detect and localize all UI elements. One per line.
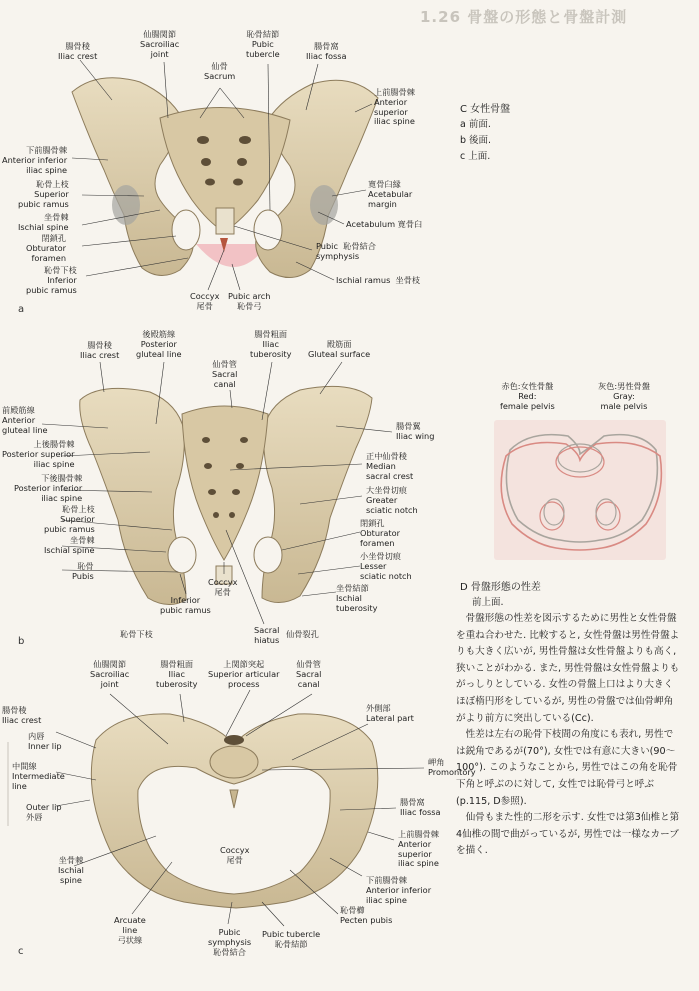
label-c-ischial-spine: 坐骨棘 Ischial spine — [58, 855, 84, 885]
label-c-iliac-fossa: 腸骨窩 Iliac fossa — [400, 797, 441, 817]
figure-letter-a: a — [18, 304, 25, 315]
label-a-inferior-pubic-ramus: 恥骨下枝 Inferior pubic ramus — [26, 265, 77, 295]
section-c-heading: C 女性骨盤 — [460, 104, 511, 115]
label-b-sacral-hiatus: Sacral hiatus — [254, 625, 280, 645]
label-a-superior-pubic-ramus: 恥骨上枝 Superior pubic ramus — [18, 179, 69, 209]
section-c-item-b: b 後面. — [460, 135, 492, 146]
running-header: 1.26 骨盤の形態と骨盤計測 — [420, 8, 628, 26]
label-a-acetabular-margin: 寛骨臼縁 Acetabular margin — [368, 179, 413, 209]
label-a-acetabulum: Acetabulum 寛骨臼 — [346, 219, 423, 229]
label-a-obturator-foramen: 閉鎖孔 Obturator foramen — [26, 233, 67, 263]
section-c-item-c: c 上面. — [460, 151, 491, 162]
label-a-ischial-ramus: Ischial ramus 坐骨枝 — [336, 275, 421, 285]
label-b-anterior-gluteal-line: 前殿筋線 Anterior gluteal line — [2, 405, 48, 435]
section-d-paragraph-2: 性差は左右の恥骨下枝間の角度にも表れ, 男性では鋭角であるが(70°), 女性では有意に大きい(90〜100°). このようなことから, 男性ではこの角を恥骨下角と呼ぶのに対して, 女性では恥骨弓と呼ぶ(p.115, D参照). — [456, 729, 678, 807]
label-c-intermediate-line: 中間線 Intermediate line — [12, 761, 65, 791]
label-c-sacroiliac-joint: 仙腸関節 Sacroiliac joint — [90, 659, 130, 689]
label-b-iliac-tuberosity: 腸骨粗面 Iliac tuberosity — [250, 329, 292, 359]
section-d-paragraph-1: 骨盤形態の性差を図示するために男性と女性骨盤を重ね合わせた. 比較すると, 女性骨盤は男性骨盤よりも大きく広いが, 男性骨盤は女性骨盤よりも高く, 狭いことがわかる. また, 男性骨盤は女性骨盤よりもがっしりとしている. 女性の骨盤上口はより大きくほぼ楕円形をしているが, 男性の骨盤では仙骨岬角がより前方に突出している(Cc). — [456, 613, 680, 724]
label-c-inner-lip: 内唇 Inner lip — [28, 731, 62, 751]
label-c-pubic-symphysis: Pubic symphysis 恥骨結合 — [208, 927, 252, 957]
legend-female: 赤色:女性骨盤 Red: female pelvis — [500, 381, 555, 411]
label-a-iliac-fossa: 腸骨窩 Iliac fossa — [306, 41, 347, 61]
label-a-sacrum: 仙骨 Sacrum — [204, 61, 236, 81]
section-d-paragraph-3: 仙骨もまた性的二形を示す. 女性では第3仙椎と第4仙椎の間で曲がっているが, 男性では一様なカーブを描く. — [456, 812, 680, 857]
label-b-median-sacral-crest: 正中仙骨稜 Median sacral crest — [366, 451, 414, 481]
label-a-iliac-crest: 腸骨稜 Iliac crest — [58, 41, 98, 61]
section-c-item-a: a 前面. — [460, 119, 491, 130]
label-a-asis: 上前腸骨棘 Anterior superior iliac spine — [374, 87, 415, 127]
label-b-pubis: 恥骨 Pubis — [72, 561, 94, 581]
label-c-pecten-pubis: 恥骨櫛 Pecten pubis — [340, 905, 393, 925]
label-a-ischial-spine: 坐骨棘 Ischial spine — [18, 212, 69, 232]
label-c-sacral-canal: 仙骨管 Sacral canal — [296, 659, 322, 689]
label-c-pubic-tubercle: Pubic tubercle 恥骨結節 — [262, 929, 321, 949]
label-b-psis: 上後腸骨棘 Posterior superior iliac spine — [2, 439, 75, 469]
label-b-lesser-sciatic-notch: 小坐骨切痕 Lesser sciatic notch — [360, 551, 412, 581]
label-c-lateral-part: 外側部 Lateral part — [366, 703, 414, 723]
label-a-coccyx: Coccyx 尾骨 — [190, 291, 220, 311]
label-a-pubic-arch: Pubic arch 恥骨弓 — [228, 291, 271, 311]
label-c-aiis: 下前腸骨棘 Anterior inferior iliac spine — [366, 875, 432, 905]
section-d-body — [456, 611, 682, 860]
label-c-coccyx: Coccyx 尾骨 — [220, 845, 250, 865]
label-c-arcuate-line: Arcuate line 弓状線 — [114, 915, 146, 945]
label-b-iliac-crest: 腸骨稜 Iliac crest — [80, 340, 120, 360]
figure-letter-b: b — [18, 636, 25, 647]
label-c-iliac-crest: 腸骨稜 Iliac crest — [2, 705, 42, 725]
label-c-asis: 上前腸骨棘 Anterior superior iliac spine — [398, 829, 439, 869]
label-b-posterior-gluteal-line: 後殿筋線 Posterior gluteal line — [136, 329, 182, 359]
label-b-sacral-hiatus-jp: 仙骨裂孔 — [286, 629, 319, 639]
label-b-superior-pubic-ramus: 恥骨上枝 Superior pubic ramus — [44, 504, 95, 534]
legend-male: 灰色:男性骨盤 Gray: male pelvis — [598, 381, 650, 411]
label-c-promontory: 岬角 Promontory — [428, 757, 476, 777]
label-a-sacroiliac-joint: 仙腸関節 Sacroiliac joint — [140, 29, 180, 59]
label-a-pubic-tubercle: 恥骨結節 Pubic tubercle — [246, 29, 280, 59]
label-c-superior-articular-process: 上関節突起 Superior articular process — [208, 659, 280, 689]
label-b-ischial-tuberosity: 坐骨結節 Ischial tuberosity — [336, 583, 378, 613]
label-c-iliac-tuberosity: 腸骨粗面 Iliac tuberosity — [156, 659, 198, 689]
label-b-ischial-spine: 坐骨棘 Ischial spine — [44, 535, 95, 555]
label-a-aiis: 下前腸骨棘 Anterior inferior iliac spine — [2, 145, 68, 175]
label-b-obturator-foramen: 閉鎖孔 Obturator foramen — [360, 518, 401, 548]
label-b-coccyx: Coccyx 尾骨 — [208, 577, 238, 597]
label-b-gluteal-surface: 殿筋面 Gluteal surface — [308, 339, 371, 359]
section-d-subhead: 前上面. — [472, 597, 504, 608]
label-a-pubic-symphysis: Pubic 恥骨結合 symphysis — [316, 241, 376, 261]
label-b-piis: 下後腸骨棘 Posterior inferior iliac spine — [14, 473, 83, 503]
label-c-outer-lip: Outer lip 外唇 — [26, 802, 62, 822]
figure-letter-c: c — [18, 946, 24, 957]
label-b-sacral-canal: 仙骨管 Sacral canal — [212, 359, 238, 389]
label-b-greater-sciatic-notch: 大坐骨切痕 Greater sciatic notch — [366, 485, 418, 515]
label-b-inferior-pubic-ramus-jp: 恥骨下枝 — [120, 629, 153, 639]
section-d-heading: D 骨盤形態の性差 — [460, 582, 541, 593]
label-b-iliac-wing: 腸骨翼 Iliac wing — [396, 421, 435, 441]
label-b-inferior-pubic-ramus-en: Inferior pubic ramus — [160, 595, 211, 615]
